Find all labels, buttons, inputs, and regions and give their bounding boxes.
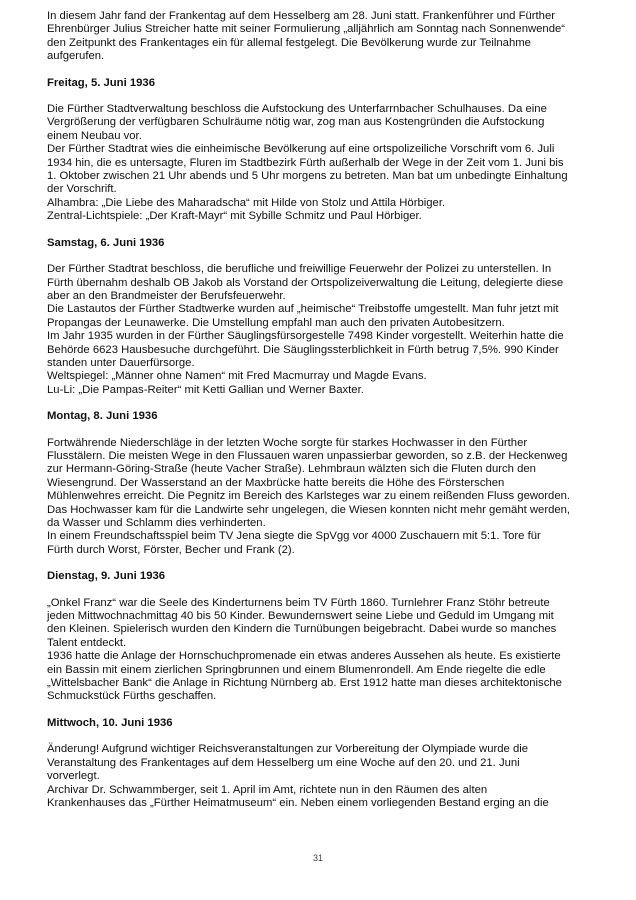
entry-text: „Onkel Franz“ war die Seele des Kinderturnens beim TV Fürth 1860. Turnlehrer Franz Stöhr betreute jeden Mittwochnachmittag 40 bis 50 Kinder. Bewundernswert seine Liebe und Geduld im Umgang mit den Kleinen. Spielerisch wurden den Kindern die Turnübungen beigebracht. Dabei wurde so manches Talent entdeckt. 1936 hatte die Anlage der Hornschuchpromenade ein etwas anderes Aussehen als heute. Es existierte ein Bassin mit einem zierlichen Springbrunnen und einem Blumenrondell. Am Ende riegelte die edle „Wittelsbacher Bank“ die Anlage in Richtung Nürnberg ab. Erst 1912 hatte man dieses architektonische Schmuckstück Fürths geschaffen. [47,596,562,703]
entry-text: Der Fürther Stadtrat beschloss, die berufliche und freiwillige Feuerwehr der Polizei zu unterstellen. In Fürth übernahm deshalb OB Jakob als Vorstand der Ortspolizeiverwaltung die Leitung, delegierte diese aber an den Brandmeister der Berufsfeuerwehr. Die Lastautos der Fürther Stadtwerke wurden auf „heimische“ Treibstoffe umgestellt. Man fuhr jetzt mit Propangas der Leunawerke. Die Umstellung empfahl man auch den privaten Autobesitzern. Im Jahr 1935 wurden in der Fürther Säuglingsfürsorgestelle 7498 Kinder vorgestellt. Weiterhin hatte die Behörde 6623 Hausbesuche durchgeführt. Die Säuglingssterblichkeit in Fürth betrug 7,5%. 990 Kinder standen unter Dauerfürsorge. Weltspiegel: „Männer ohne Namen“ mit Fred Macmurray und Magde Evans. Lu-Li: „Die Pampas-Reiter“ mit Ketti Gallian und Werner Baxter. [47,263,564,396]
entry-heading: Mittwoch, 10. Juni 1936 [47,716,173,729]
entry-monday-8-june [47,410,592,557]
entry-text: Die Fürther Stadtverwaltung beschloss die Aufstockung des Unterfarrnbacher Schulhauses. Da eine Vergrößerung der verfügbaren Schulräume nötig war, zog man aus Kostengründen die Aufstockung einem Neubau vor. Der Fürther Stadtrat wies die einheimische Bevölkerung auf eine ortspolizeiliche Vorschrift vom 6. Juli 1934 hin, die es untersagte, Fluren im Stadtbezirk Fürth außerhalb der Wege in der Zeit vom 1. Juni bis 1. Oktober zwischen 21 Uhr abends und 5 Uhr morgens zu betreten. Man bat um unbedingte Einhaltung der Vorschrift. Alhambra: „Die Liebe des Maharadscha“ mit Hilde von Stolz und Attila Hörbiger. Zentral-Lichtspiele: „Der Kraft-Mayr“ mit Sybille Schmitz und Paul Hörbiger. [47,103,568,223]
entry-saturday-6-june [47,237,592,397]
entry-tuesday-9-june [47,570,592,704]
intro-paragraph: In diesem Jahr fand der Frankentag auf dem Hesselberg am 28. Juni statt. Frankenführer und Fürther Ehrenbürger Julius Streicher hatte mit seiner Formulierung „alljährlich am Sonntag nach Sonnenwende“ den Zeitpunkt des Frankentages ein für allemal festgelegt. Die Bevölkerung wurde zur Teilnahme aufgerufen. [47,10,566,63]
entry-heading: Dienstag, 9. Juni 1936 [47,570,166,583]
entry-text: Fortwährende Niederschläge in der letzten Woche sorgte für starkes Hochwasser in den Fürther Flusstälern. Die meisten Wege in den Flussauen waren unpassierbar geworden, so z.B. der Heckenweg zur Hermann-Göring-Straße (heute Vacher Straße). Lehmbraun wälzten sich die Fluten durch den Wiesengrund. Der Wasserstand an der Maxbrücke hatte bereits die Höhe des Försterschen Mühlenwehres erreicht. Die Pegnitz im Bereich des Karlsteges war zu einem reißenden Fluss geworden. Das Hochwasser kam für die Landwirte sehr ungelegen, die Wiesen konnten nicht mehr gemäht werden, da Wasser und Schlamm dies verhinderten. In einem Freundschaftsspiel beim TV Jena siegte die SpVgg vor 4000 Zuschauern mit 5:1. Tore für Fürth durch Worst, Förster, Becher und Frank (2). [47,436,571,556]
entry-heading: Montag, 8. Juni 1936 [47,410,158,423]
entry-heading: Samstag, 6. Juni 1936 [47,236,165,249]
entry-friday-5-june [47,77,592,224]
entry-heading: Freitag, 5. Juni 1936 [47,76,155,89]
page-number: 31 [312,853,323,863]
entry-wednesday-10-june [47,717,592,810]
entry-text: Änderung! Aufgrund wichtiger Reichsveranstaltungen zur Vorbereitung der Olympiade wurde die Veranstaltung des Frankentages auf dem Hesselberg um eine Woche auf den 20. und 21. Juni vorverlegt. Archivar Dr. Schwammberger, seit 1. April im Amt, richtete nun in den Räumen des alten Krankenhauses das „Fürther Heimatmuseum“ ein. Neben einem vorliegenden Bestand erging an die [47,743,549,809]
